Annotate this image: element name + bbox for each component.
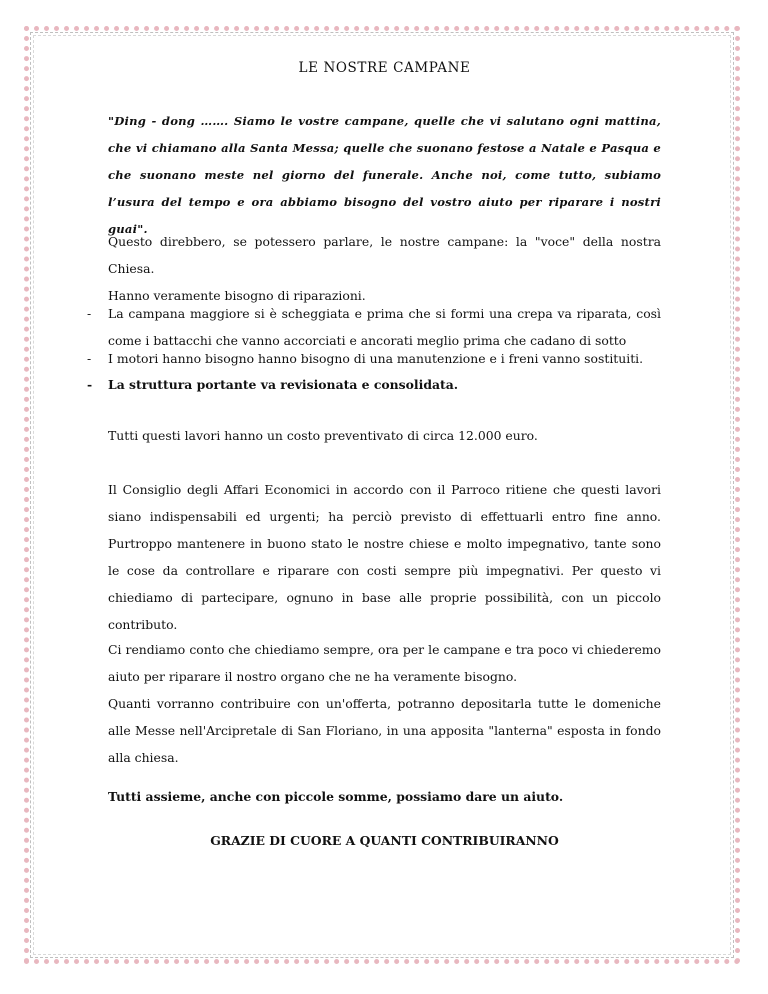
repairs-needed-line: Hanno veramente bisogno di riparazioni. bbox=[108, 288, 366, 303]
repair-item-text: I motori hanno bisogno hanno bisogno di una manutenzione e i freni vanno sostituiti. bbox=[108, 351, 644, 366]
offer-paragraph: Quanti vorranno contribuire con un'offerta, potranno depositarla tutte le domeniche alle Messe nell'Arcipretale di San Floriano, in una apposita "lanterna" esposta in fondo alla chiesa. bbox=[108, 696, 661, 765]
bullet-dash: - bbox=[87, 377, 93, 392]
repair-item-text: La struttura portante va revisionata e consolidata. bbox=[108, 377, 459, 392]
repair-item-text: La campana maggiore si è scheggiata e prima che si formi una crepa va riparata, così come i battacchi che vanno accorciati e ancorati meglio prima che cadano di sotto bbox=[108, 306, 661, 348]
council-paragraph: Il Consiglio degli Affari Economici in accordo con il Parroco ritiene che questi lavori siano indispensabili ed urgenti; ha perciò previsto di effettuarli entro fine anno. Purtroppo mantenere in buono stato le nostre chiese e molto impegnativo, tante sono le cose da controllare e riparare con costi sempre più impegnativi. Per questo vi chiediamo di partecipare, ognuno in base alle proprie possibilità, con un piccolo contributo. bbox=[108, 482, 661, 632]
organ-paragraph: Ci rendiamo conto che chiediamo sempre, ora per le campane e tra poco vi chiederemo aiuto per riparare il nostro organo che ne ha veramente bisogno. bbox=[108, 642, 661, 684]
intro-paragraph: Questo direbbero, se potessero parlare, le nostre campane: la "voce" della nostra Chiesa. bbox=[108, 234, 661, 276]
bullet-dash: - bbox=[87, 306, 92, 321]
cost-paragraph: Tutti questi lavori hanno un costo preventivato di circa 12.000 euro. bbox=[108, 428, 538, 443]
together-paragraph: Tutti assieme, anche con piccole somme, possiamo dare un aiuto. bbox=[108, 789, 564, 804]
bullet-dash: - bbox=[87, 351, 92, 366]
thanks-line: GRAZIE DI CUORE A QUANTI CONTRIBUIRANNO bbox=[210, 833, 559, 848]
bells-quote: "Ding - dong ……. Siamo le vostre campane, quelle che vi salutano ogni mattina, che vi chiamano alla Santa Messa; quelle che suonano festose a Natale e Pasqua e che suonano meste nel giorno del funerale. Anche noi, come tutto, subiamo l’usura del tempo e ora abbiamo bisogno del vostro aiuto per riparare i nostri guai". bbox=[108, 114, 661, 236]
document-title: LE NOSTRE CAMPANE bbox=[298, 60, 471, 76]
